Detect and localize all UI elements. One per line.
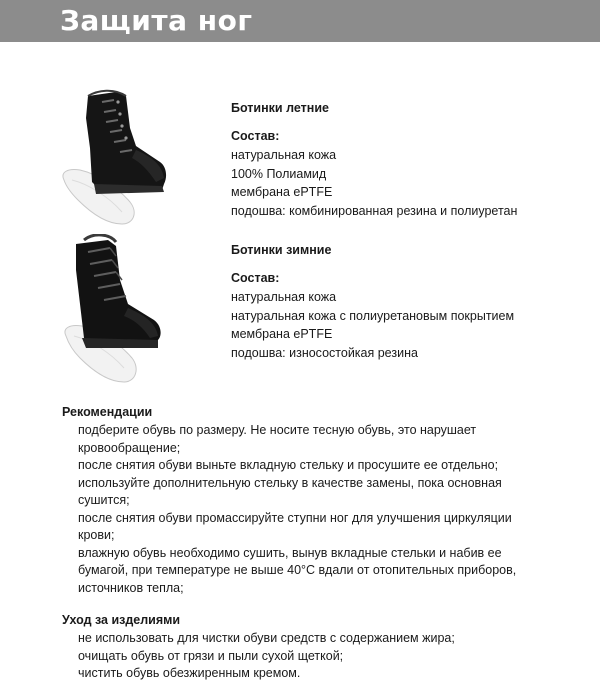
care-list — [62, 630, 542, 683]
composition-list — [231, 146, 591, 220]
care-item: очищать обувь от грязи и пыли сухой щеткой; — [78, 648, 344, 663]
page-title: Защита ног — [60, 4, 253, 37]
composition-item: натуральная кожа — [231, 290, 337, 304]
composition-item: мембрана ePTFE — [231, 185, 333, 199]
header-bar — [0, 0, 600, 42]
care-item: не использовать для чистки обуви средств с содержанием жира; — [78, 631, 455, 645]
recommendation-item: после снятия обуви выньте вкладную стельку и просушите ее отдельно; — [78, 458, 499, 472]
recommendations-heading: Рекомендации — [62, 405, 153, 419]
summer-boot-image — [58, 88, 178, 238]
summer-boot-icon — [58, 88, 178, 238]
winter-boots-info — [231, 242, 591, 362]
composition-heading: Состав: — [231, 129, 280, 143]
recommendations-list — [62, 422, 542, 597]
summer-boots-info — [231, 100, 591, 220]
care-heading: Уход за изделиями — [62, 613, 181, 627]
recommendation-item: влажную обувь необходимо сушить, вынув вкладные стельки и набив ее бумагой, при температуре не выше 40°С вдали от отопительных приборов, источников тепла; — [78, 545, 517, 595]
recommendation-item: подберите обувь по размеру. Не носите тесную обувь, это нарушает кровообращение; — [78, 423, 477, 455]
composition-item: натуральная кожа с полиуретановым покрытием — [231, 308, 515, 323]
composition-item: натуральная кожа — [231, 148, 337, 162]
composition-item: 100% Полиамид — [231, 166, 327, 181]
recommendation-item: используйте дополнительную стельку в качестве замены, пока основная сушится; — [78, 475, 502, 507]
recommendations-section — [62, 404, 542, 597]
composition-heading: Состав: — [231, 271, 280, 285]
product-name: Ботинки летние — [231, 101, 329, 115]
composition-item: подошва: износостойкая резина — [231, 345, 418, 360]
composition-item: мембрана ePTFE — [231, 327, 333, 341]
recommendation-item: после снятия обуви промассируйте ступни ног для улучшения циркуляции крови; — [78, 510, 512, 542]
composition-item: подошва: комбинированная резина и полиуретан — [231, 203, 518, 218]
composition-list — [231, 288, 591, 362]
care-item: чистить обувь обезжиренным кремом. — [78, 666, 301, 680]
product-name: Ботинки зимние — [231, 243, 332, 257]
winter-boot-image — [58, 234, 178, 394]
winter-boot-icon — [58, 234, 178, 394]
care-section — [62, 612, 542, 683]
